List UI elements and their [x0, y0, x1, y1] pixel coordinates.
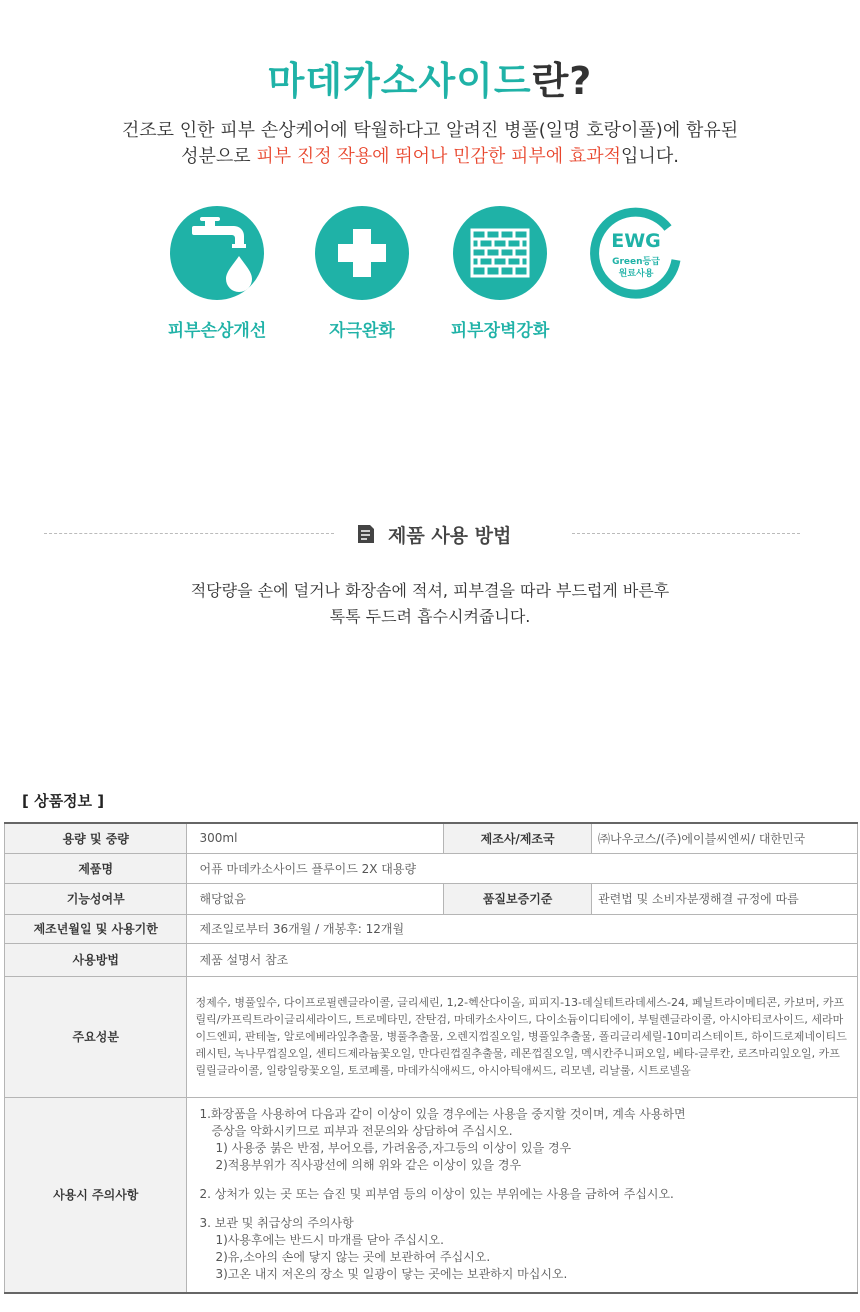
expiry-value: 제조일로부터 36개월 / 개봉후: 12개월: [187, 914, 858, 943]
caution-line: 2)적용부위가 직사광선에 의해 위와 같은 이상이 있을 경우: [215, 1158, 522, 1173]
name-label: 제품명: [5, 853, 187, 883]
cross-icon: [315, 206, 409, 300]
functional-label: 기능성여부: [5, 883, 187, 914]
ingredients-label: 주요성분: [5, 976, 187, 1097]
intro-highlight: 피부 진정 작용에 뛰어나 민감한 피부에 효과적: [256, 146, 622, 167]
usage-title: 제품 사용 방법: [388, 525, 512, 547]
usage-line-2: 톡톡 두드려 흡수시켜줍니다.: [329, 607, 531, 626]
intro-text: [0, 118, 860, 170]
intro-line-2-suffix: 입니다.: [621, 146, 679, 167]
title-highlight: 마데카소사이드: [267, 59, 532, 103]
ewg-badge-line-2: Green등급: [612, 257, 660, 267]
quality-value: 관련법 및 소비자분쟁해결 규정에 따름: [592, 883, 858, 914]
feature-label-barrier: 피부장벽강화: [450, 321, 550, 341]
caution-line: 3)고온 내지 저온의 장소 및 일광이 닿는 곳에는 보관하지 마십시오.: [215, 1267, 568, 1282]
ewg-badge-line-1: EWG: [611, 230, 661, 252]
usage-line-1: 적당량을 손에 덜거나 화장솜에 적셔, 피부결을 따라 부드럽게 바른후: [190, 581, 670, 600]
table-row: [5, 914, 858, 943]
title-suffix: 란?: [531, 59, 593, 103]
caution-line: [199, 1203, 845, 1215]
functional-value: 해당없음: [187, 883, 444, 914]
table-row: [5, 976, 858, 1097]
maker-value: ㈜나우코스/(주)에이블씨엔씨/ 대한민국: [592, 823, 858, 853]
ewg-badge-icon: [588, 206, 684, 302]
page-title: [0, 50, 860, 105]
caution-line: 2)유,소아의 손에 닿지 않는 곳에 보관하여 주십시오.: [215, 1250, 491, 1265]
caution-line: 증상을 악화시키므로 피부과 전문의와 상담하여 주십시오.: [211, 1124, 513, 1139]
expiry-label: 제조년월일 및 사용기한: [5, 914, 187, 943]
intro-line-1: 건조로 인한 피부 손상케어에 탁월하다고 알려진 병풀(일명 호랑이풀)에 함유된: [121, 120, 739, 141]
table-row: [5, 853, 858, 883]
document-icon: [357, 524, 375, 548]
maker-label: 제조사/제조국: [444, 823, 592, 853]
table-row: [5, 1097, 858, 1293]
caution-line: 1.화장품을 사용하여 다음과 같이 이상이 있을 경우에는 사용을 중지할 것이며, 계속 사용하면: [199, 1107, 686, 1122]
feature-label-skin-repair: 피부손상개선: [167, 321, 267, 341]
ewg-badge-line-3: 원료사용: [618, 269, 654, 279]
table-row: [5, 823, 858, 853]
divider-right: [572, 533, 800, 534]
brick-wall-icon: [453, 206, 547, 300]
caution-line: [199, 1174, 845, 1186]
intro-line-2: [0, 144, 860, 170]
caution-line: 1) 사용중 붉은 반점, 부어오름, 가려움증,자그등의 이상이 있을 경우: [215, 1141, 572, 1156]
ingredients-value: 정제수, 병풀잎수, 다이프로필렌글라이콜, 글리세린, 1,2-헥산다이올, 피피지-13-데실테트라데세스-24, 페닐트라이메티콘, 카보머, 카프릴릭/카프릭트라이글리세라이드, 트로메타민, 잔탄검, 마데카소사이드, 다이소듐이디티에이, 부틸렌글라이콜, 아시아티코사이드, 세라마이드엔피, 판테놀, 알로에베라잎추출물, 병풀추출물, 오렌지껍질오일, 병풀잎추출물, 폴리글리세릴-10미리스테이트, 하이드로제네이티드레시틴, 녹나무껍질오일, 센티드제라늄꽃오일, 만다린껍질추출물, 레몬껍질오일, 멕시칸주니퍼오일, 베타-글루칸, 로즈마리잎오일, 카프릴릴글라이콜, 일랑일랑꽃오일, 토코페롤, 마데카식애씨드, 아시아틱애씨드, 리모넨, 리날룰, 시트로넬올: [187, 976, 858, 1097]
product-info-table: [4, 822, 858, 1294]
caution-label: 사용시 주의사항: [5, 1097, 187, 1293]
quality-label: 품질보증기준: [444, 883, 592, 914]
caution-line: 2. 상처가 있는 곳 또는 습진 및 피부염 등의 이상이 있는 부위에는 사용을 금하여 주십시오.: [199, 1187, 674, 1202]
volume-label: 용량 및 중량: [5, 823, 187, 853]
caution-value: [187, 1097, 858, 1293]
caution-line: 3. 보관 및 취급상의 주의사항: [199, 1216, 354, 1231]
table-row: [5, 883, 858, 914]
intro-line-2-prefix: 성분으로: [181, 146, 257, 167]
table-row: [5, 943, 858, 976]
product-info-title: [ 상품정보 ]: [22, 792, 105, 810]
volume-value: 300ml: [187, 823, 444, 853]
caution-line: 1)사용후에는 반드시 마개를 닫아 주십시오.: [215, 1233, 444, 1248]
faucet-drop-icon: [170, 206, 264, 300]
feature-label-soothing: 자극완화: [329, 321, 395, 341]
name-value: 어퓨 마데카소사이드 플루이드 2X 대용량: [187, 853, 858, 883]
method-label: 사용방법: [5, 943, 187, 976]
divider-left: [44, 533, 334, 534]
method-value: 제품 설명서 참조: [187, 943, 858, 976]
usage-text: [0, 578, 860, 630]
